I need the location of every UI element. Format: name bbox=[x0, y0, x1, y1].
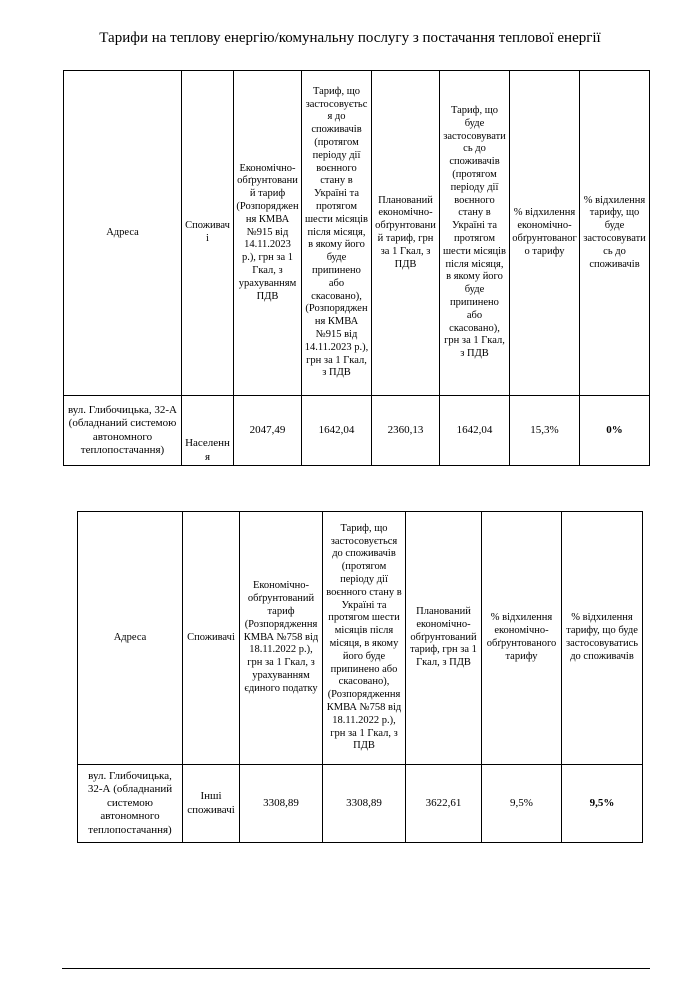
header-economic-tariff: Економічно-обґрунтований тариф (Розпорядження КМВА №915 від 14.11.2023 р.), грн за 1 Гкал, з урахуванням ПДВ bbox=[234, 71, 302, 396]
header-planned-tariff: Планований економічно-обґрунтований тариф, грн за 1 Гкал, з ПДВ bbox=[372, 71, 440, 396]
header-tariff-deviation: % відхилення тарифу, що буде застосовуватись до споживачів bbox=[562, 512, 643, 765]
table-row bbox=[64, 396, 650, 466]
tariff-table-other-consumers bbox=[77, 511, 643, 843]
table-header-row bbox=[78, 512, 643, 765]
header-future-tariff: Тариф, що буде застосовуватись до споживачів (протягом періоду дії воєнного стану в Україні та протягом шести місяців після місяця, в якому його буде припинено або скасовано), грн за 1 Гкал, з ПДВ bbox=[440, 71, 510, 396]
table-header-row bbox=[64, 71, 650, 396]
address-cell: вул. Глибочицька, 32-А (обладнаний системою автономного теплопостачання) bbox=[64, 396, 182, 466]
header-economic-deviation: % відхилення економічно-обґрунтованого тарифу bbox=[482, 512, 562, 765]
consumer-cell: Інші споживачі bbox=[183, 765, 240, 843]
economic-tariff-value: 3308,89 bbox=[240, 765, 323, 843]
table-row bbox=[78, 765, 643, 843]
address-cell: вул. Глибочицька, 32-А (обладнаний системою автономного теплопостачання) bbox=[78, 765, 183, 843]
planned-tariff-value: 2360,13 bbox=[372, 396, 440, 466]
tariff-deviation-value: 9,5% bbox=[562, 765, 643, 843]
header-planned-tariff: Планований економічно-обґрунтований тариф, грн за 1 Гкал, з ПДВ bbox=[406, 512, 482, 765]
economic-deviation-value: 9,5% bbox=[482, 765, 562, 843]
header-applied-tariff: Тариф, що застосовується до споживачів (протягом періоду дії воєнного стану в Україні та протягом шести місяців після місяця, в якому його буде припинено або скасовано), (Розпорядження КМВА №915 від 14.11.2023 р.), грн за 1 Гкал, з ПДВ bbox=[302, 71, 372, 396]
page-title: Тарифи на теплову енергію/комунальну послугу з постачання теплової енергії bbox=[99, 30, 601, 46]
header-address: Адреса bbox=[78, 512, 183, 765]
tariff-deviation-value: 0% bbox=[580, 396, 650, 466]
future-tariff-value: 1642,04 bbox=[440, 396, 510, 466]
header-applied-tariff: Тариф, що застосовується до споживачів (протягом періоду дії воєнного стану в Україні та протягом шести місяців після місяця, в якому його буде припинено або скасовано), (Розпорядження КМВА №758 від 18.11.2022 р.), грн за 1 Гкал, з ПДВ bbox=[323, 512, 406, 765]
header-economic-deviation: % відхилення економічно-обґрунтованого тарифу bbox=[510, 71, 580, 396]
footer-divider bbox=[62, 968, 650, 969]
economic-deviation-value: 15,3% bbox=[510, 396, 580, 466]
header-economic-tariff: Економічно-обґрунтований тариф (Розпорядження КМВА №758 від 18.11.2022 р.), грн за 1 Гкал, з урахуванням єдиного податку bbox=[240, 512, 323, 765]
applied-tariff-value: 1642,04 bbox=[302, 396, 372, 466]
economic-tariff-value: 2047,49 bbox=[234, 396, 302, 466]
consumer-cell: Населення bbox=[182, 396, 234, 466]
planned-tariff-value: 3622,61 bbox=[406, 765, 482, 843]
header-address: Адреса bbox=[64, 71, 182, 396]
header-consumers: Споживачі bbox=[183, 512, 240, 765]
header-consumers: Споживачі bbox=[182, 71, 234, 396]
header-tariff-deviation: % відхилення тарифу, що буде застосовуватись до споживачів bbox=[580, 71, 650, 396]
applied-tariff-value: 3308,89 bbox=[323, 765, 406, 843]
tariff-table-households bbox=[63, 70, 650, 466]
